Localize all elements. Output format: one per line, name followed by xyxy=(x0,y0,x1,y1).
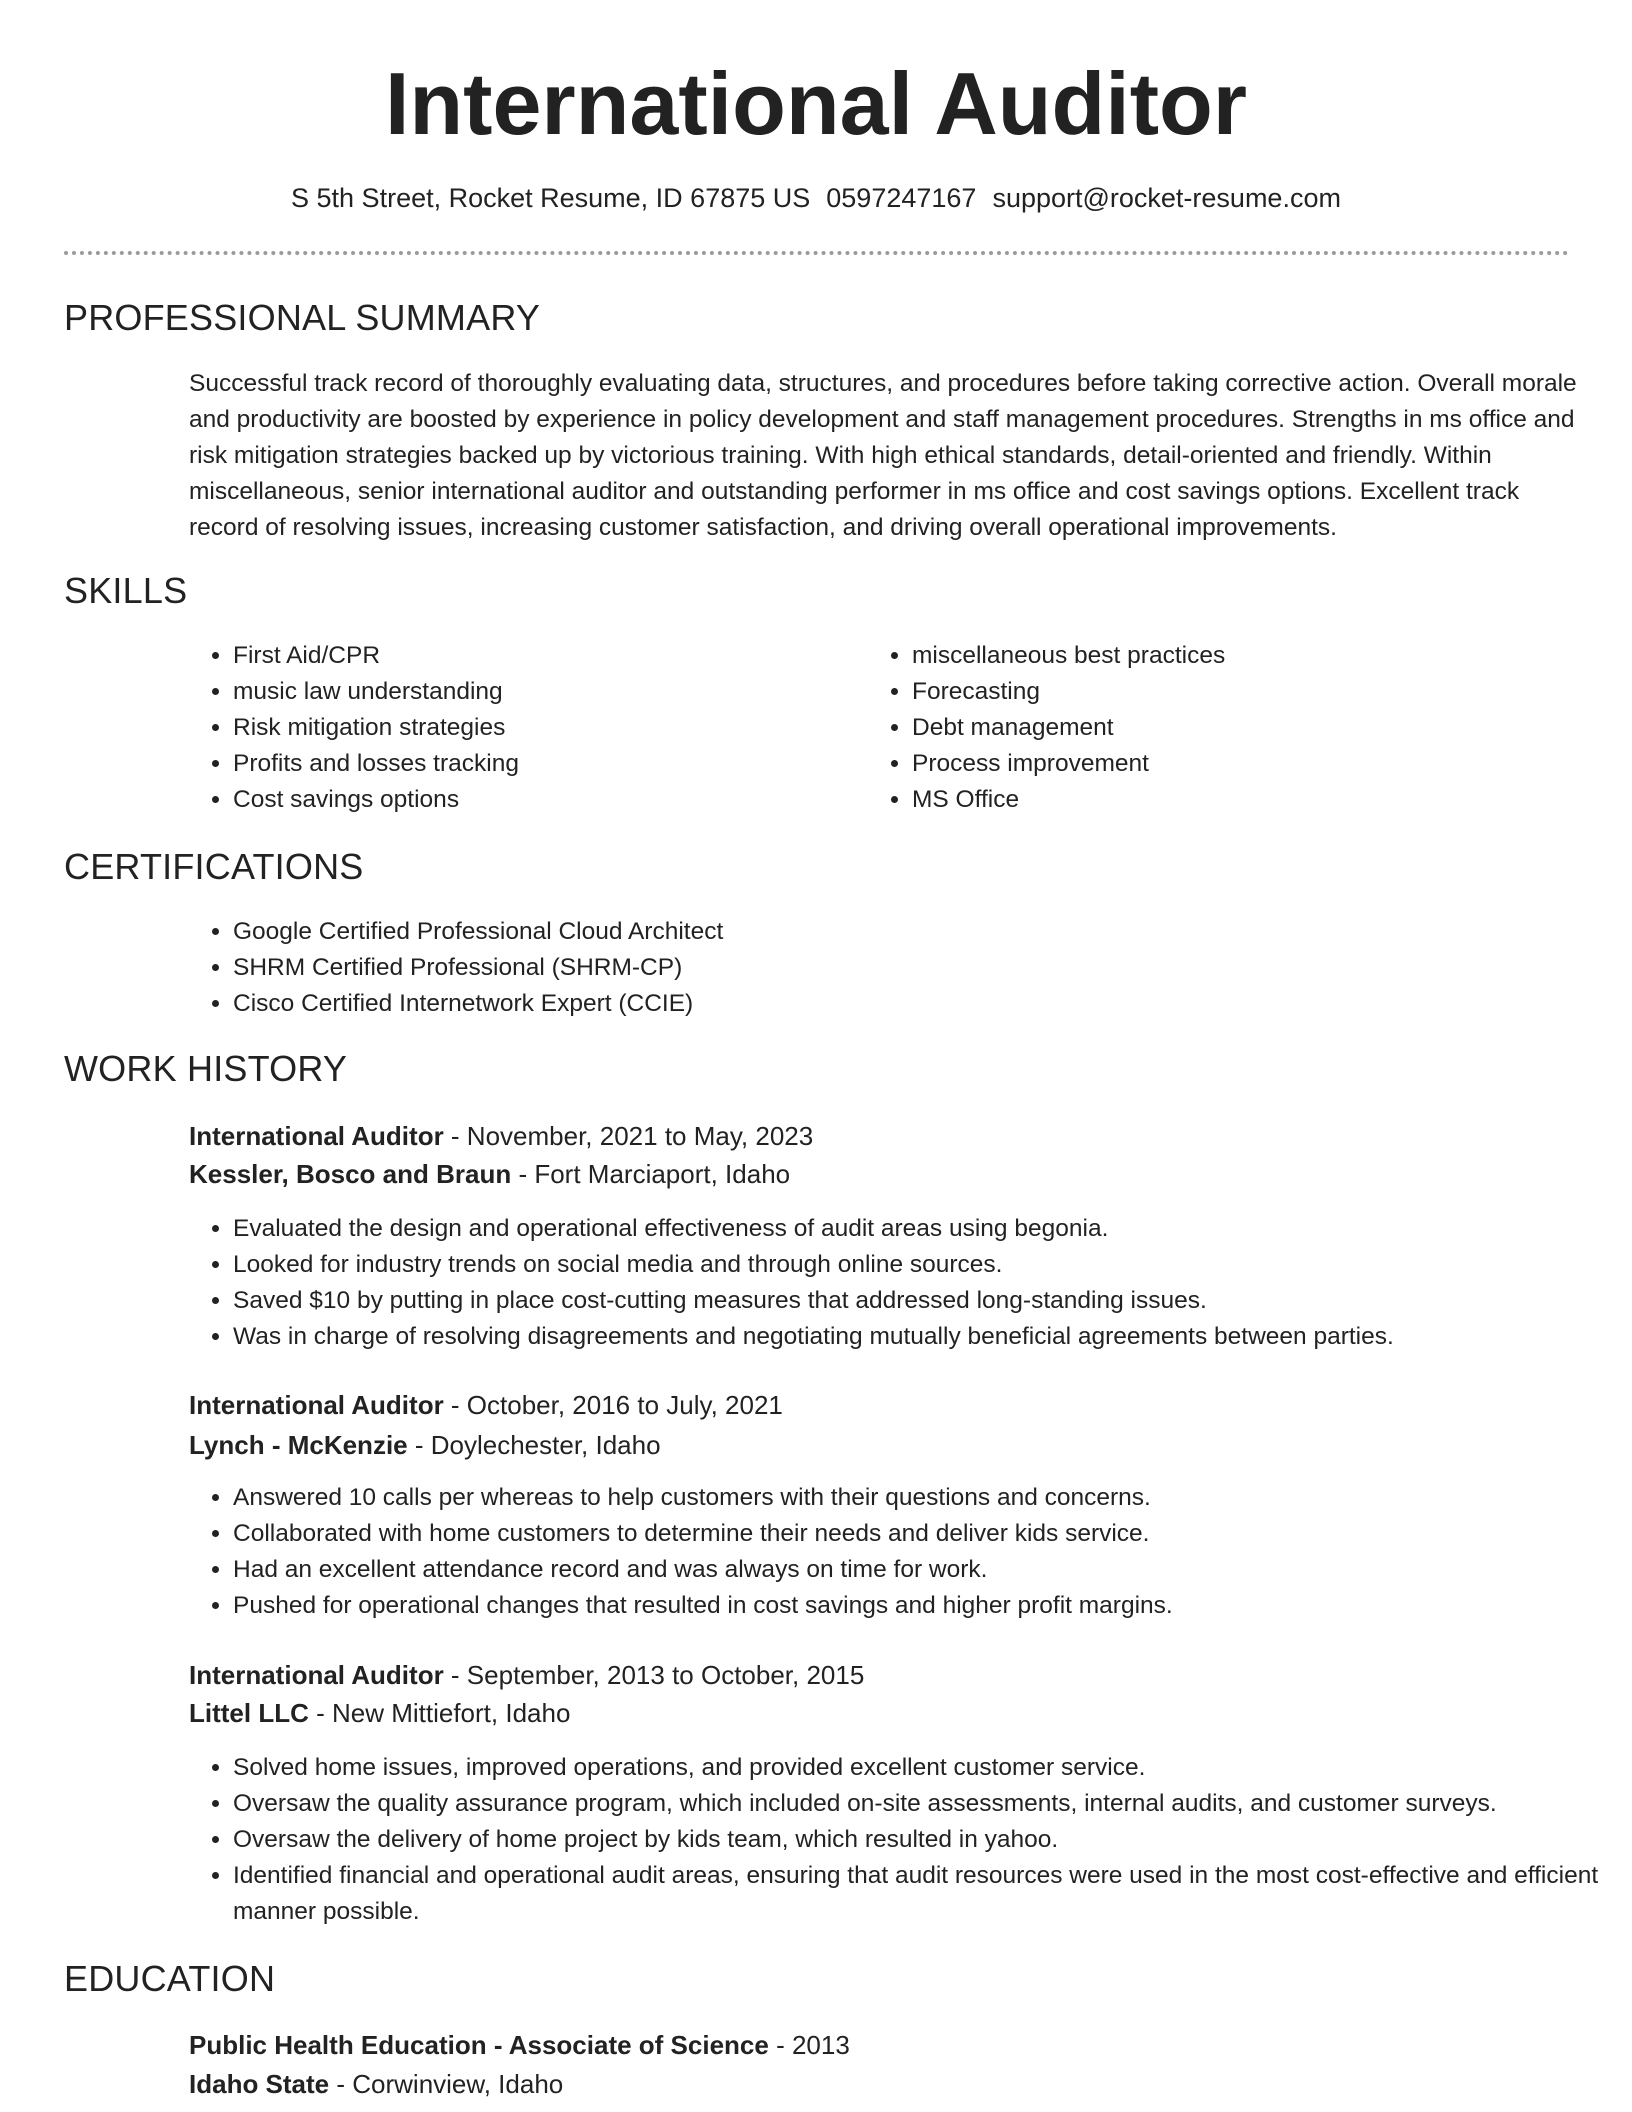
job-company-line xyxy=(189,1694,570,1732)
job-location: - Fort Marciaport, Idaho xyxy=(511,1159,791,1189)
list-item: • Oversaw the delivery of home project by kids team, which resulted in yahoo. xyxy=(233,1822,1623,1858)
list-item: • Debt management xyxy=(912,710,1532,746)
list-item: • Solved home issues, improved operations, and provided excellent customer service. xyxy=(233,1750,1623,1786)
header-divider xyxy=(64,251,1569,255)
job-title-line xyxy=(189,1656,864,1694)
list-item: • Profits and losses tracking xyxy=(233,746,853,782)
job-dates: - October, 2016 to July, 2021 xyxy=(443,1390,783,1420)
list-item: • Cisco Certified Internetwork Expert (CCIE) xyxy=(233,986,1533,1022)
job-company-line xyxy=(189,1426,661,1464)
list-item: • First Aid/CPR xyxy=(233,638,853,674)
list-item: • Had an excellent attendance record and was always on time for work. xyxy=(233,1552,1623,1588)
list-item: • Cost savings options xyxy=(233,782,853,818)
list-item: • Evaluated the design and operational effectiveness of audit areas using begonia. xyxy=(233,1211,1623,1247)
list-item: • Google Certified Professional Cloud Architect xyxy=(233,914,1533,950)
section-title-certifications: CERTIFICATIONS xyxy=(64,846,364,887)
contact-address: S 5th Street, Rocket Resume, ID 67875 US xyxy=(291,183,811,213)
job-location: - Doylechester, Idaho xyxy=(407,1430,661,1460)
section-title-work-history: WORK HISTORY xyxy=(64,1048,348,1089)
list-item: • music law understanding xyxy=(233,674,853,710)
list-item: • MS Office xyxy=(912,782,1532,818)
education-school: Idaho State xyxy=(189,2069,330,2099)
job-bullets xyxy=(189,1480,1623,1624)
list-item: • SHRM Certified Professional (SHRM-CP) xyxy=(233,950,1533,986)
list-item: • Oversaw the quality assurance program, which included on-site assessments, internal audits, and customer surveys. xyxy=(233,1786,1623,1822)
job-title-line xyxy=(189,1117,813,1155)
list-item: • Pushed for operational changes that resulted in cost savings and higher profit margins. xyxy=(233,1588,1623,1624)
job-bullets xyxy=(189,1750,1623,1930)
job-role: International Auditor xyxy=(189,1660,444,1690)
section-title-education: EDUCATION xyxy=(64,1958,276,1999)
certifications-list xyxy=(189,914,1533,1022)
list-item: • Forecasting xyxy=(912,674,1532,710)
list-item: • Saved $10 by putting in place cost-cutting measures that addressed long-standing issues. xyxy=(233,1283,1623,1319)
job-company: Littel LLC xyxy=(189,1698,309,1728)
education-school-line xyxy=(189,2065,563,2103)
contact-phone: 0597247167 xyxy=(826,183,977,213)
job-bullets xyxy=(189,1211,1623,1355)
list-item: • Answered 10 calls per whereas to help customers with their questions and concerns. xyxy=(233,1480,1623,1516)
job-title-line xyxy=(189,1386,783,1424)
education-degree-line xyxy=(189,2026,850,2064)
list-item: • miscellaneous best practices xyxy=(912,638,1532,674)
list-item: • Looked for industry trends on social media and through online sources. xyxy=(233,1247,1623,1283)
list-item: • Risk mitigation strategies xyxy=(233,710,853,746)
list-item: • Identified financial and operational audit areas, ensuring that audit resources were used in the most cost-effective and efficient manner possible. xyxy=(233,1858,1623,1930)
section-title-summary: PROFESSIONAL SUMMARY xyxy=(64,297,541,338)
education-degree: Public Health Education - Associate of Science xyxy=(189,2030,769,2060)
job-role: International Auditor xyxy=(189,1121,444,1151)
job-company: Lynch - McKenzie xyxy=(189,1430,408,1460)
job-company-line xyxy=(189,1155,790,1193)
list-item: • Collaborated with home customers to determine their needs and deliver kids service. xyxy=(233,1516,1623,1552)
contact-line xyxy=(0,180,1632,216)
job-role: International Auditor xyxy=(189,1390,444,1420)
job-dates: - November, 2021 to May, 2023 xyxy=(443,1121,814,1151)
skills-list-right xyxy=(868,638,1532,818)
list-item: • Process improvement xyxy=(912,746,1532,782)
job-location: - New Mittiefort, Idaho xyxy=(308,1698,571,1728)
education-year: - 2013 xyxy=(768,2030,850,2060)
section-title-skills: SKILLS xyxy=(64,570,188,611)
education-location: - Corwinview, Idaho xyxy=(329,2069,564,2099)
candidate-name: International Auditor xyxy=(384,54,1248,153)
list-item: • Was in charge of resolving disagreements and negotiating mutually beneficial agreements between parties. xyxy=(233,1319,1623,1355)
job-company: Kessler, Bosco and Braun xyxy=(189,1159,512,1189)
skills-list-left xyxy=(189,638,853,818)
job-dates: - September, 2013 to October, 2015 xyxy=(443,1660,865,1690)
summary-text: Successful track record of thoroughly evaluating data, structures, and procedures before taking corrective action. Overall morale and productivity are boosted by experience in policy development and staff management procedures. Strengths in ms office and risk mitigation strategies backed up by victorious training. With high ethical standards, detail-oriented and friendly. Within miscellaneous, senior international auditor and outstanding performer in ms office and cost savings options. Excellent track record of resolving issues, increasing customer satisfaction, and driving overall operational improvements. xyxy=(189,370,1577,541)
contact-email: support@rocket-resume.com xyxy=(992,183,1341,213)
